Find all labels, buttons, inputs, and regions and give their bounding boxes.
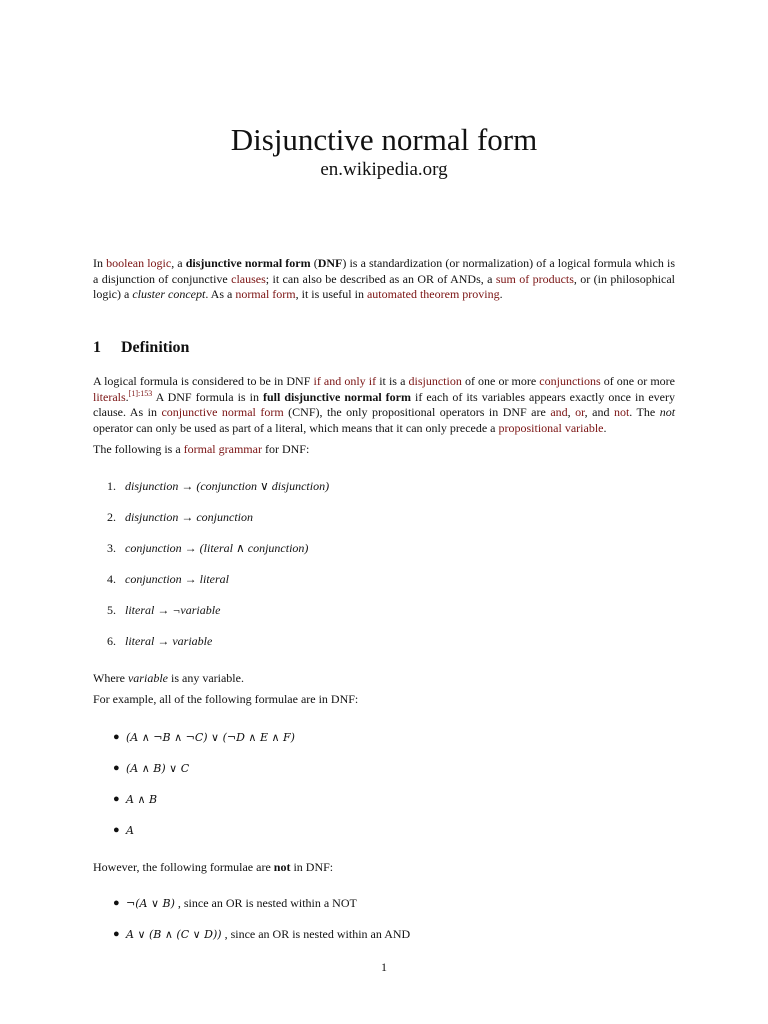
- grammar-intro-paragraph: The following is a formal grammar for DNF:: [93, 442, 310, 456]
- variable-note-paragraph: Where variable is any variable.: [93, 670, 244, 685]
- link-conjunctive-normal-form[interactable]: conjunctive normal form: [161, 405, 284, 419]
- link-formal-grammar[interactable]: formal grammar: [183, 442, 262, 456]
- bullet-icon: ●: [113, 730, 120, 743]
- rule-number: 4.: [107, 571, 116, 586]
- term-variable: variable: [127, 670, 168, 685]
- link-automated-theorem-proving[interactable]: automated theorem proving: [366, 287, 500, 301]
- list-item: [93, 823, 675, 838]
- formula: A ∨ (B ∧ (C ∨ D)): [126, 928, 222, 941]
- list-item: [93, 761, 675, 776]
- definition-paragraph: A logical formula is considered to be in DNF if and only if it is a disjunction of one or more conjunctions of one or more literals.$^{[1]:153}$ A DNF formula is in full disjunctive normal form if each of its variables appears exactly once in every clause. As in conjunctive normal form (CNF), the only propositional operators in DNF are and, or, and not. The not operator can only be used as part of a literal, which means that it can only precede a propositional variable.: [93, 374, 676, 435]
- formula: A: [126, 823, 134, 837]
- link-propositional-variable[interactable]: propositional variable: [498, 420, 604, 435]
- link-not[interactable]: not: [613, 405, 630, 419]
- rule-number: 5.: [107, 602, 116, 617]
- rule-number: 6.: [107, 633, 116, 648]
- formula-note: , since an OR is nested within a NOT: [174, 896, 357, 910]
- grammar-rule: [93, 510, 675, 525]
- grammar-list: [93, 479, 675, 649]
- examples-intro-paragraph: For example, all of the following formulae are in DNF:: [93, 692, 359, 706]
- counter-examples-intro-paragraph: However, the following formulae are not in DNF:: [93, 859, 334, 874]
- rule-text: literal → variable: [125, 633, 213, 648]
- section-heading-definition: [93, 340, 675, 356]
- page-subtitle: en.wikipedia.org: [320, 159, 448, 180]
- citation-ref[interactable]: [1]:153: [128, 388, 153, 398]
- term-full-dnf: full disjunctive normal form: [262, 389, 411, 404]
- list-item: [93, 896, 675, 911]
- bullet-icon: ●: [113, 792, 120, 805]
- grammar-rule: [93, 634, 675, 649]
- term-cluster-concept: cluster concept: [132, 287, 206, 301]
- grammar-rule: [93, 541, 675, 556]
- rule-text: conjunction → literal: [125, 571, 229, 586]
- link-or[interactable]: or: [575, 405, 585, 419]
- rule-text: literal → ¬variable: [125, 602, 221, 617]
- grammar-rule: [93, 572, 675, 587]
- term-dnf-abbr: DNF: [317, 256, 343, 270]
- formula: A ∧ B: [126, 792, 158, 806]
- term-dnf: disjunctive normal form: [185, 256, 311, 270]
- link-boolean-logic[interactable]: boolean logic: [106, 256, 172, 270]
- list-item: [93, 927, 675, 942]
- grammar-rule: [93, 603, 675, 618]
- link-sum-of-products[interactable]: sum of products: [495, 271, 574, 286]
- link-disjunction[interactable]: disjunction: [408, 374, 462, 388]
- term-not: not: [659, 405, 676, 419]
- rule-text: disjunction → conjunction: [125, 509, 253, 524]
- formula-note: , since an OR is nested within an AND: [221, 927, 411, 941]
- formula: (A ∧ B) ∨ C: [126, 761, 190, 775]
- link-and[interactable]: and: [550, 405, 568, 419]
- link-conjunctions[interactable]: conjunctions: [539, 374, 601, 388]
- formula: ¬(A ∨ B): [126, 897, 175, 910]
- non-dnf-examples-list: [93, 896, 675, 942]
- bullet-icon: ●: [113, 928, 120, 940]
- grammar-rule: [93, 479, 675, 494]
- link-literals[interactable]: literals: [93, 389, 126, 404]
- rule-number: 1.: [107, 478, 116, 493]
- list-item: [93, 730, 675, 745]
- page-number: 1: [381, 960, 387, 974]
- intro-paragraph: In boolean logic, a disjunctive normal form (DNF) is a standardization (or normalization) of a logical formula which is a disjunction of conjunctive clauses; it can also be described as an OR of ANDs, a sum of products, or (in philosophical logic) a cluster concept. As a normal form, it is useful in automated theorem proving.: [93, 256, 676, 301]
- dnf-examples-list: [93, 730, 675, 838]
- link-clauses[interactable]: clauses: [231, 271, 266, 286]
- bullet-icon: ●: [113, 761, 120, 774]
- bullet-icon: ●: [113, 897, 120, 909]
- rule-text: disjunction → (conjunction ∨ disjunction): [125, 478, 330, 493]
- rule-number: 2.: [107, 509, 116, 524]
- rule-text: conjunction → (literal ∧ conjunction): [125, 540, 309, 555]
- rule-number: 3.: [107, 540, 116, 555]
- formula: (A ∧ ¬B ∧ ¬C) ∨ (¬D ∧ E ∧ F): [126, 730, 295, 744]
- term-not-bold: not: [273, 859, 291, 874]
- bullet-icon: ●: [113, 823, 120, 836]
- list-item: [93, 792, 675, 807]
- section-number: 1: [93, 338, 101, 356]
- link-if-and-only-if[interactable]: if and only if: [313, 374, 377, 388]
- section-title: Definition: [121, 338, 190, 356]
- page-title: Disjunctive normal form: [230, 122, 538, 157]
- article-body: [93, 256, 675, 942]
- link-normal-form[interactable]: normal form: [235, 287, 296, 301]
